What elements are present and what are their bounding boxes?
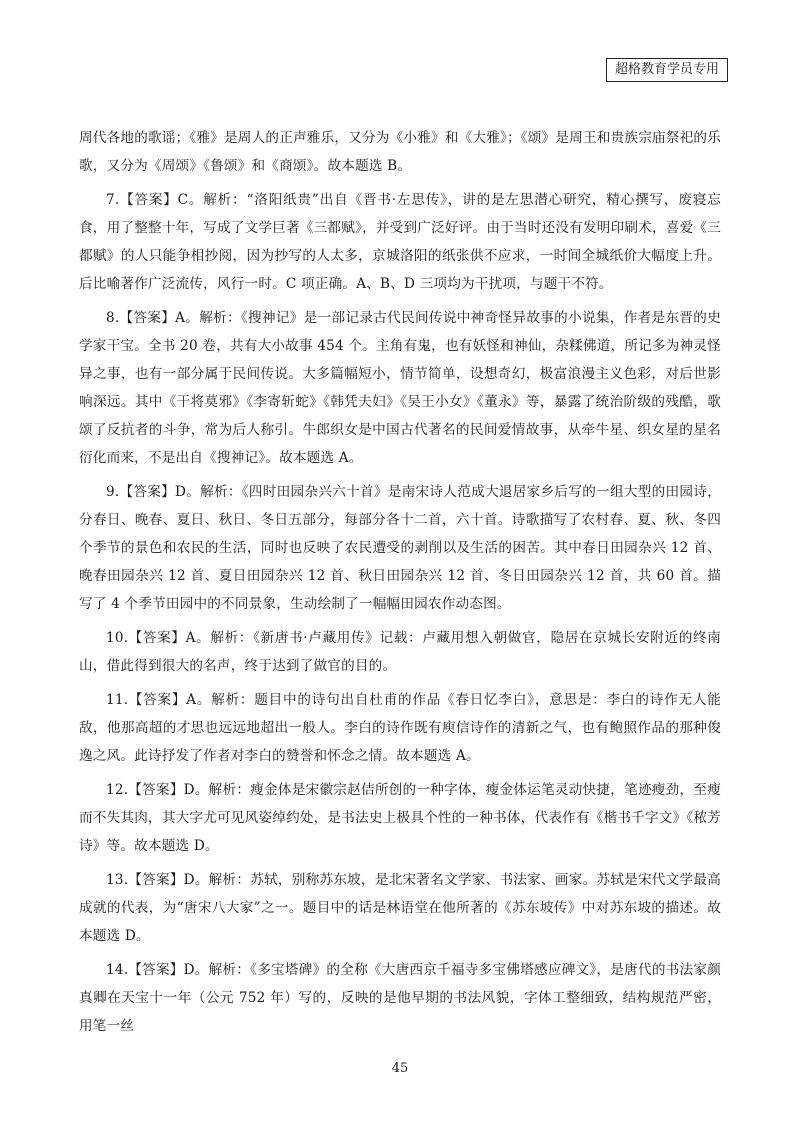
answer-13: 13.【答案】D。解析：苏轼，别称苏东坡，是北宋著名文学家、书法家、画家。苏轼是宋代文学最高成就的代表，为“唐宋八大家”之一。题目中的话是林语堂在他所著的《苏东坡传》中对苏东坡的描述。故本题选 D。 — [79, 872, 721, 944]
answer-10: 10.【答案】A。解析：《新唐书·卢藏用传》记载：卢藏用想入朝做官，隐居在京城长安附近的终南山，借此得到很大的名声，终于达到了做官的目的。 — [79, 630, 721, 674]
answer-9: 9.【答案】D。解析：《四时田园杂兴六十首》是南宋诗人范成大退居家乡后写的一组大型的田园诗，分春日、晚春、夏日、秋日、冬日五部分，每部分各十二首，六十首。诗歌描写了农村春、夏、秋、冬四个季节的景色和农民的生活，同时也反映了农民遭受的剥削以及生活的困苦。其中春日田园杂兴 12 首、晚春田园杂兴 12 首、夏日田园杂兴 12 首、秋日田园杂兴 12 首、冬日田园杂兴 12 首，共 60 首。描写了 4 个季节田园中的不同景象，生动绘制了一幅幅田园农作动态图。 — [79, 484, 721, 612]
paragraph-continuation: 周代各地的歌谣；《雅》是周人的正声雅乐，又分为《小雅》和《大雅》；《颂》是周王和贵族宗庙祭祀的乐歌，又分为《周颂》《鲁颂》和《商颂》。故本题选 B。 — [79, 130, 721, 174]
answer-12: 12.【答案】D。解析：瘦金体是宋徽宗赵佶所创的一种字体，瘦金体运笔灵动快捷，笔迹瘦劲，至瘦而不失其肉，其大字尤可见风姿绰约处，是书法史上极具个性的一种书体，代表作有《楷书千字文》《秾芳诗》等。故本题选 D。 — [79, 782, 721, 854]
answer-explanations — [79, 124, 721, 1046]
page-number: 45 — [391, 1061, 409, 1076]
answer-7: 7.【答案】C。解析：“洛阳纸贵”出自《晋书·左思传》，讲的是左思潜心研究，精心撰写，废寝忘食，用了整整十年，写成了文学巨著《三都赋》，并受到广泛好评。由于当时还没有发明印刷术，喜爱《三都赋》的人只能争相抄阅，因为抄写的人太多，京城洛阳的纸张供不应求，一时间全城纸价大幅度上升。后比喻著作广泛流传，风行一时。C 项正确。A、B、D 三项均为干扰项，与题干不符。 — [79, 192, 721, 292]
answer-11: 11.【答案】A。解析：题目中的诗句出自杜甫的作品《春日忆李白》，意思是：李白的诗作无人能敌，他那高超的才思也远远地超出一般人。李白的诗作既有庾信诗作的清新之气，也有鲍照作品的那种俊逸之风。此诗抒发了作者对李白的赞誉和怀念之情。故本题选 A。 — [79, 692, 721, 764]
student-exclusive-stamp: 超格教育学员专用 — [606, 58, 728, 82]
answer-8: 8.【答案】A。解析：《搜神记》是一部记录古代民间传说中神奇怪异故事的小说集，作者是东晋的史学家干宝。全书 20 卷，共有大小故事 454 个。主角有鬼，也有妖怪和神仙，杂糅佛道，所记多为神灵怪异之事，也有一部分属于民间传说。大多篇幅短小，情节简单，设想奇幻，极富浪漫主义色彩，对后世影响深远。其中《干将莫邪》《李寄斩蛇》《韩凭夫妇》《吴王小女》《董永》等，暴露了统治阶级的残酷，歌颂了反抗者的斗争，常为后人称引。牛郎织女是中国古代著名的民间爱情故事，从牵牛星、织女星的星名衍化而来，不是出自《搜神记》。故本题选 A。 — [79, 310, 721, 466]
answer-14: 14.【答案】D。解析：《多宝塔碑》的全称《大唐西京千福寺多宝佛塔感应碑文》，是唐代的书法家颜真卿在天宝十一年（公元 752 年）写的，反映的是他早期的书法风貌，字体工整细致，结构规范严密，用笔一丝 — [79, 962, 721, 1034]
